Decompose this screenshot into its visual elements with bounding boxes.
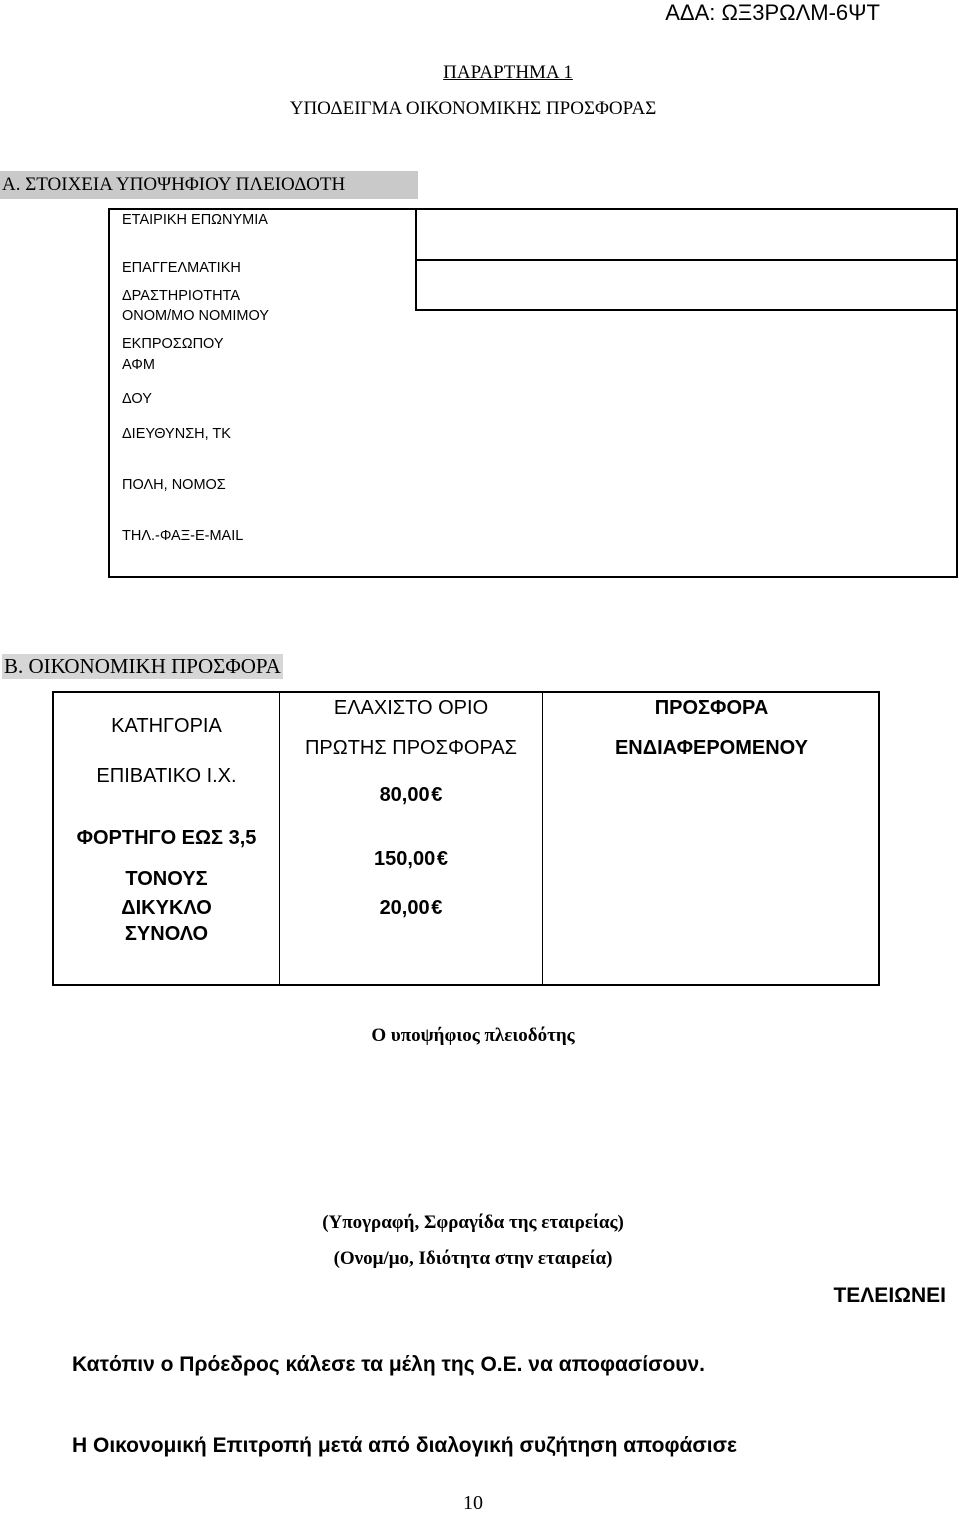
- table-divider: [415, 309, 958, 311]
- euro-symbol: €: [436, 848, 448, 870]
- field-representative-line1: ΟΝΟΜ/ΜΟ ΝΟΜΙΜΟΥ: [122, 308, 269, 324]
- page-number: 10: [463, 1492, 483, 1514]
- bidder-label: Ο υποψήφιος πλειοδότης: [371, 1025, 575, 1046]
- field-doy: ΔΟΥ: [122, 391, 152, 407]
- row-value-truck: 150,00 €: [374, 848, 448, 870]
- ada-code: ΑΔΑ: ΩΞ3ΡΩΛΜ-6ΨΤ: [665, 0, 880, 25]
- row-label-truck-line2: ΤΟΝΟΥΣ: [125, 868, 208, 890]
- minutes-line-2: Η Οικονομική Επιτροπή μετά από διαλογική συζήτηση αποφάσισε: [72, 1434, 737, 1457]
- table-divider: [415, 261, 417, 311]
- annex-title: ΠΑΡΑΡΤΗΜΑ 1: [443, 62, 573, 83]
- field-representative-line2: ΕΚΠΡΟΣΩΠΟΥ: [122, 336, 224, 352]
- section-a-title: Α. ΣΤΟΙΧΕΙΑ ΥΠΟΨΗΦΙΟΥ ΠΛΕΙΟΔΟΤΗ: [0, 171, 418, 199]
- ending-label: ΤΕΛΕΙΩΝΕΙ: [833, 1284, 946, 1307]
- header-min-line2: ΠΡΩΤΗΣ ΠΡΟΣΦΟΡΑΣ: [304, 737, 518, 759]
- table-divider: [415, 210, 417, 261]
- row-value-passenger-car: 80,00 €: [379, 784, 443, 806]
- field-contact: ΤΗΛ.-ΦΑΞ-E-MAIL: [122, 528, 244, 544]
- euro-symbol: €: [431, 784, 443, 806]
- minutes-line-1: Κατόπιν ο Πρόεδρος κάλεσε τα μέλη της Ο.Ε. να αποφασίσουν.: [72, 1353, 706, 1376]
- field-activity-line2: ΔΡΑΣΤΗΡΙΟΤΗΤΑ: [122, 288, 241, 304]
- bidder-details-table: [108, 208, 958, 578]
- row-label-passenger-car: ΕΠΙΒΑΤΙΚΟ Ι.Χ.: [96, 765, 237, 787]
- row-label-total: ΣΥΝΟΛΟ: [124, 923, 209, 945]
- signature-stamp-label: (Υπογραφή, Σφραγίδα της εταιρείας): [322, 1212, 624, 1233]
- header-category: ΚΑΤΗΓΟΡΙΑ: [111, 715, 222, 737]
- row-label-motorcycle: ΔΙΚΥΚΛΟ: [121, 897, 212, 919]
- section-b-title: Β. ΟΙΚΟΝΟΜΙΚΗ ΠΡΟΣΦΟΡΑ: [4, 654, 281, 678]
- field-activity-line1: ΕΠΑΓΓΕΛΜΑΤΙΚΗ: [122, 260, 241, 276]
- financial-offer-table: [52, 691, 880, 986]
- header-offer-line2: ΕΝΔΙΑΦΕΡΟΜΕΝΟΥ: [614, 737, 809, 759]
- field-afm: ΑΦΜ: [122, 357, 155, 373]
- field-city: ΠΟΛΗ, ΝΟΜΟΣ: [122, 477, 226, 493]
- euro-symbol: €: [431, 897, 443, 919]
- header-min-line1: ΕΛΑΧΙΣΤΟ ΟΡΙΟ: [333, 697, 489, 719]
- name-role-label: (Ονομ/μο, Ιδιότητα στην εταιρεία): [333, 1248, 613, 1269]
- row-label-truck-line1: ΦΟΡΤΗΓΟ ΕΩΣ 3,5: [76, 827, 257, 849]
- field-address: ΔΙΕΥΘΥΝΣΗ, ΤΚ: [122, 426, 231, 442]
- table-divider: [415, 259, 958, 261]
- field-company-name: ΕΤΑΙΡΙΚΗ ΕΠΩΝΥΜΙΑ: [122, 212, 268, 228]
- row-value-motorcycle: 20,00 €: [379, 897, 443, 919]
- header-offer-line1: ΠΡΟΣΦΟΡΑ: [654, 697, 769, 719]
- document-title: ΥΠΟΔΕΙΓΜΑ ΟΙΚΟΝΟΜΙΚΗΣ ΠΡΟΣΦΟΡΑΣ: [289, 98, 657, 119]
